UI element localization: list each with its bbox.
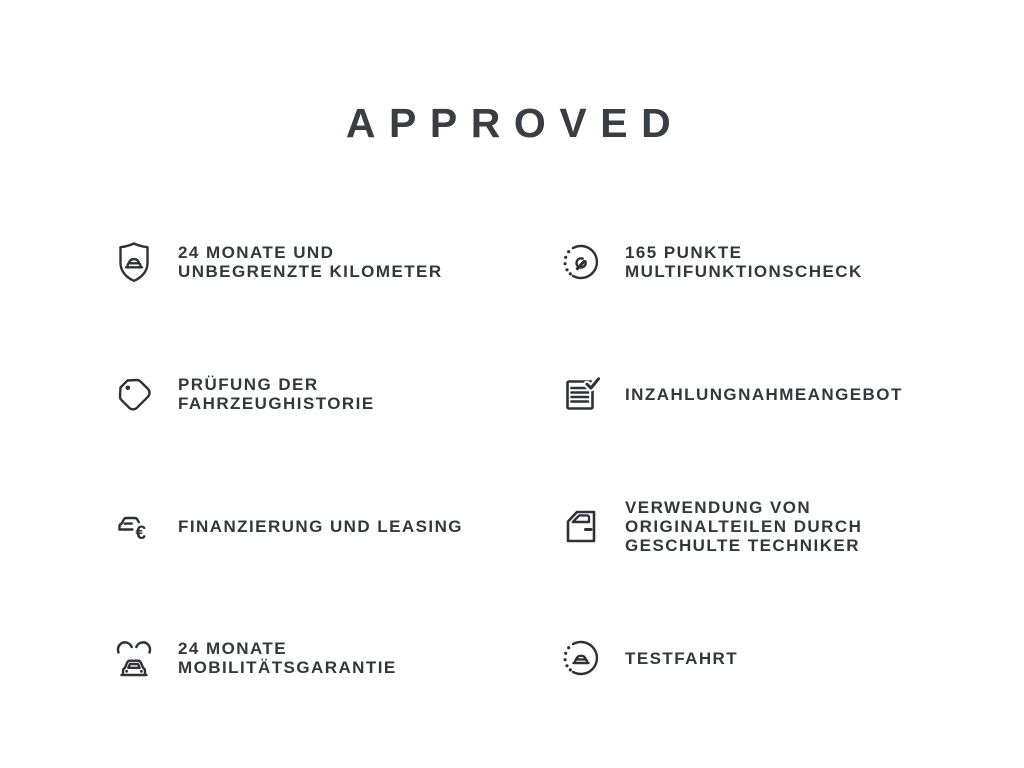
benefit-item-mobility xyxy=(110,634,557,682)
gauge-wrench-icon xyxy=(557,238,605,286)
shield-car-icon xyxy=(110,238,158,286)
benefit-item-warranty xyxy=(110,238,557,286)
benefit-label: 165 PUNKTE MULTIFUNKTIONSCHECK xyxy=(625,243,863,281)
test-drive-icon xyxy=(557,634,605,682)
page-title: APPROVED xyxy=(345,100,685,146)
benefit-item-original-parts xyxy=(557,498,970,555)
document-check-icon xyxy=(557,370,605,418)
benefit-item-history-check xyxy=(110,370,557,418)
benefit-item-financing xyxy=(110,502,557,550)
benefit-label: VERWENDUNG VON ORIGINALTEILEN DURCH GESCHULTE TECHNIKER xyxy=(625,497,863,555)
car-door-icon xyxy=(557,502,605,550)
benefit-label: INZAHLUNGNAHMEANGEBOT xyxy=(625,384,903,404)
euro-glyph: € xyxy=(135,523,147,544)
benefit-label: 24 MONATE UND UNBEGRENZTE KILOMETER xyxy=(178,243,443,281)
benefit-label: PRÜFUNG DER FAHRZEUGHISTORIE xyxy=(178,375,375,413)
benefit-item-trade-in xyxy=(557,370,970,418)
price-tag-icon xyxy=(110,370,158,418)
benefit-label: TESTFAHRT xyxy=(625,648,739,668)
car-assistance-icon xyxy=(110,634,158,682)
benefit-item-test-drive xyxy=(557,634,970,682)
car-euro-icon xyxy=(110,502,158,550)
benefit-label: FINANZIERUNG UND LEASING xyxy=(178,516,463,536)
benefit-label: 24 MONATE MOBILITÄTSGARANTIE xyxy=(178,639,397,677)
benefits-grid xyxy=(110,196,970,724)
benefit-item-multicheck xyxy=(557,238,970,286)
